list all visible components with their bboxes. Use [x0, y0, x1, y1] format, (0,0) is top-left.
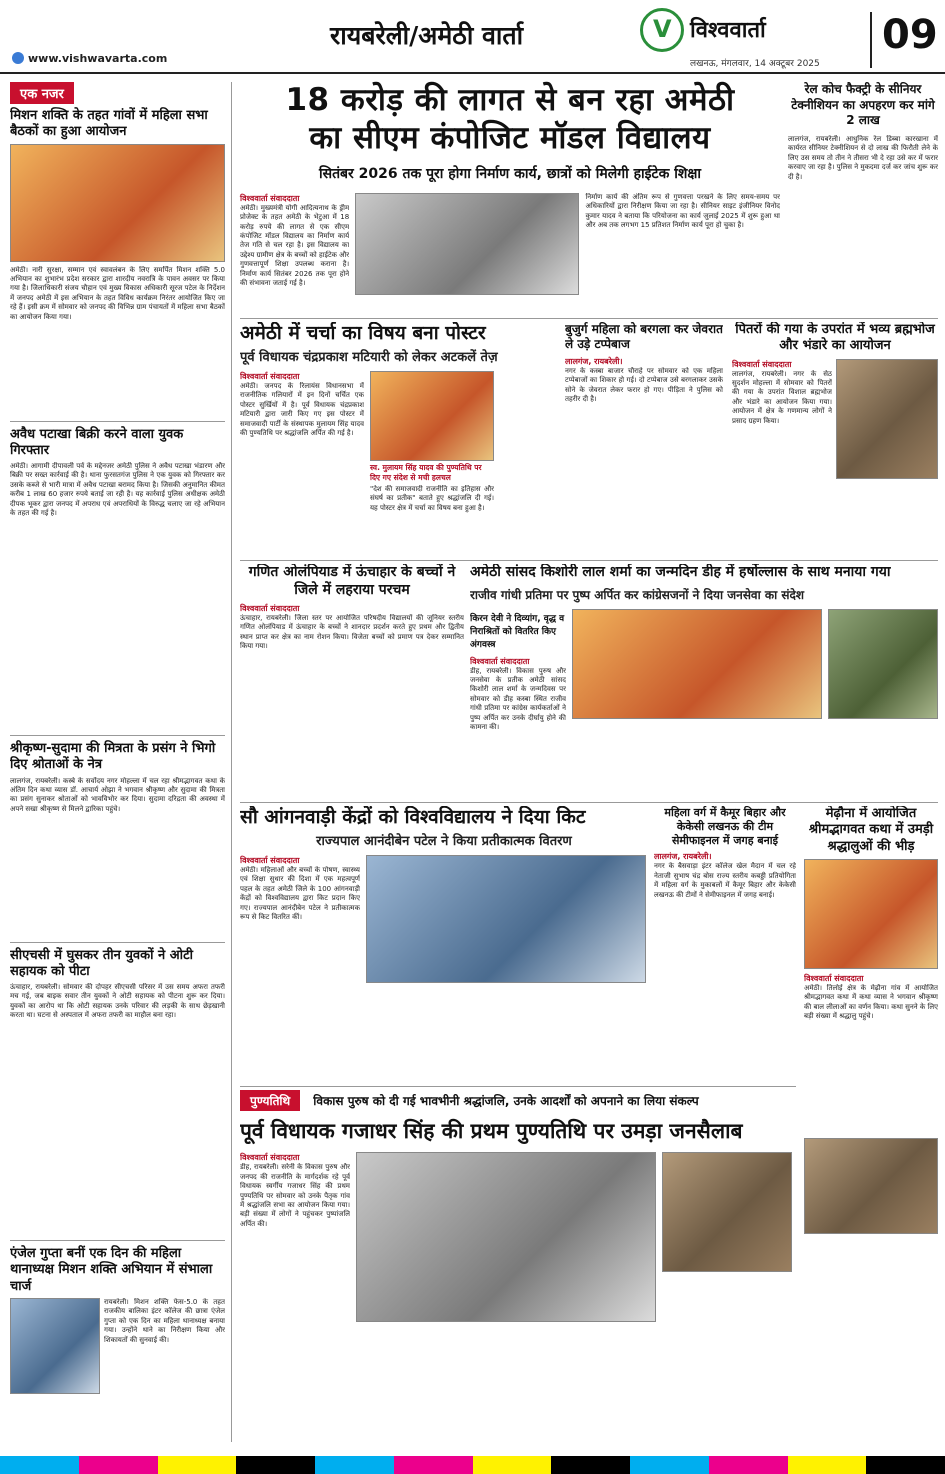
lead-text: अमेठी। मुख्यमंत्री योगी आदित्यनाथ के ड्रीम प्रोजेक्ट के तहत अमेठी के भेटुआ में 18 करोड़ रुपये की लागत से एक सीएम कंपोजिट मॉडल विद्यालय का निर्माण कार्य तेज गति से चल रहा है। इस विद्यालय का उद्देश्य ग्रामीण क्षेत्र के बच्चों को हाईटेक और गुणवत्तापूर्ण शिक्षा उपलब्ध कराना है। निर्माण कार्य सितंबर 2026 तक पूरा होने की संभावना जताई गई है।	[240, 203, 350, 288]
photo-gajadhar-singh	[662, 1152, 792, 1272]
color-registration-bar	[0, 1456, 945, 1474]
article-headline: मेढ़ौना में आयोजित श्रीमद्भागवत कथा में उमड़ी श्रद्धालुओं की भीड़	[808, 806, 934, 854]
lead-story	[240, 82, 780, 316]
article-text: ऊंचाहार, रायबरेली। जिला स्तर पर आयोजित परिषदीय विद्यालयों की जूनियर स्तरीय गणित ओलंपियाड में ऊंचाहार के बच्चों ने शानदार प्रदर्शन करते हुए प्रथम और द्वितीय स्थान प्राप्त कर क्षेत्र का नाम रोशन किया। विजेता बच्चों को प्रमाण पत्र देकर सम्मानित किया गया।	[240, 614, 464, 651]
byline: विश्ववार्ता संवाददाता	[240, 1153, 300, 1163]
article-text: डीह, रायबरेली। विकास पुरुष और जनसेवा के प्रतीक अमेठी सांसद किशोरी लाल शर्मा के जन्मदिवस पर सोमवार को डीह कस्बा स्थित राजीव गांधी प्रतिमा पर कांग्रेस कार्यकर्ताओं ने पुष्प अर्पित कर उनके दीर्घायु होने की कामना की।	[470, 666, 566, 732]
page-number: 09	[870, 12, 940, 68]
article-text: अमेठी। महिलाओं और बच्चों के पोषण, स्वास्थ्य एवं शिक्षा सुधार की दिशा में एक महत्वपूर्ण पहल के तहत अमेठी जिले के 100 आंगनवाड़ी केंद्रों को विश्वविद्यालय द्वारा किट प्रदान किए गए। राज्यपाल आनंदीबेन पटेल ने प्रतीकात्मक रूप से किट वितरित कीं।	[240, 865, 360, 921]
photo-mahila-sabha	[10, 144, 225, 262]
issue-date: लखनऊ, मंगलवार, 14 अक्टूबर 2025	[690, 59, 820, 69]
article-text: अमेठी। तिलोई क्षेत्र के मेढ़ौना गांव में आयोजित श्रीमद्भागवत कथा में कथा व्यास ने भगवान श्रीकृष्ण की बाल लीलाओं का वर्णन किया। कथा सुनने के लिए बड़ी संख्या में श्रद्धालु पहुंचे।	[804, 983, 938, 1021]
article-subhead: राज्यपाल आनंदीबेन पटेल ने किया प्रतीकात्मक वितरण	[316, 833, 572, 849]
byline: विश्ववार्ता संवाददाता	[732, 359, 792, 369]
kishori-lal-story	[470, 564, 938, 798]
article-headline: पूर्व विधायक गजाधर सिंह की प्रथम पुण्यतिथि पर उमड़ा जनसैलाब	[240, 1119, 743, 1143]
article-headline: एंजेल गुप्ता बनीं एक दिन की महिला थानाध्यक्ष मिशन शक्ति अभियान में संभाला चार्ज	[10, 1246, 213, 1294]
photo-bhandara	[836, 359, 938, 479]
article-headline: मिशन शक्ति के तहत गांवों में महिला सभा बैठकों का हुआ आयोजन	[10, 108, 208, 140]
photo-governor-kit	[366, 855, 646, 983]
article-headline: पितरों की गया के उपरांत में भव्य ब्रह्मभोज और भंडारे का आयोजन	[735, 322, 935, 354]
byline: विश्ववार्ता संवाददाता	[240, 855, 300, 865]
article-text: नगर के बैसवाड़ा इंटर कॉलेज खेल मैदान में चल रहे नेताजी सुभाष चंद्र बोस राज्य स्तरीय कबड्डी प्रतियोगिता में महिला वर्ग के मुकाबलों में कैमूर बिहार और केकेसी लखनऊ की टीमों ने सेमीफाइनल में जगह बनाई।	[654, 862, 796, 899]
article-subhead: पूर्व विधायक चंद्रप्रकाश मटियारी को लेकर अटकलें तेज़	[240, 349, 498, 365]
anganwadi-story	[240, 806, 648, 1084]
lead-headline-line2: का सीएम कंपोजिट मॉडल विद्यालय	[309, 119, 711, 156]
section-title: रायबरेली/अमेठी वार्ता	[330, 21, 524, 50]
article-text: ऊंचाहार, रायबरेली। सोमवार की दोपहर सीएचसी परिसर में उस समय अफरा तफरी मच गई, जब बाइक सवार तीन युवकों ने ओटी सहायक को पीटना शुरू कर दिया। युवकों का आरोप था कि ओटी सहायक उनके परिवार की लड़की के साथ छेड़खानी करता था। घटना से अस्पताल में अफरा तफरी का माहौल बना रहा।	[10, 983, 225, 1020]
photo-katha	[804, 859, 938, 969]
poster-story	[240, 322, 558, 558]
tribute-tagline: विकास पुरुष को दी गई भावभीनी श्रद्धांजलि, उनके आदर्शों को अपनाने का लिया संकल्प	[313, 1094, 699, 1108]
photo-katha-stage	[804, 1138, 938, 1234]
globe-icon	[12, 52, 24, 64]
photo-poster	[370, 371, 494, 461]
article-headline: सीएचसी में घुसकर तीन युवकों ने ओटी सहायक को पीटा	[10, 947, 193, 979]
article-headline: अमेठी में चर्चा का विषय बना पोस्टर	[240, 322, 486, 344]
byline: विश्ववार्ता संवाददाता	[240, 604, 300, 613]
photo-angel-gupta	[10, 1298, 100, 1394]
olympiad-story	[240, 564, 464, 798]
brahmbhoj-story	[732, 322, 938, 558]
lead-headline-line1: 18 करोड़ की लागत से बन रहा अमेठी	[285, 82, 735, 118]
article-text: "देश की समाजवादी राजनीति का इतिहास और संघर्ष का प्रतीक" बताते हुए श्रद्धांजलि दी गई। यह पोस्टर क्षेत्र में चर्चा का विषय बना हुआ है।	[370, 484, 494, 512]
lead-subhead: सितंबर 2026 तक पूरा होगा निर्माण कार्य, छात्रों को मिलेगी हाईटेक शिक्षा	[318, 165, 702, 182]
article-headline: श्रीकृष्ण-सुदामा की मित्रता के प्रसंग ने भिगो दिए श्रोताओं के नेत्र	[10, 741, 216, 773]
page-header	[0, 0, 945, 74]
article-text: डीह, रायबरेली। सरेनी के विकास पुरुष और जनपद की राजनीति के मार्गदर्शक रहे पूर्व विधायक स्वर्गीय गजाधर सिंह की प्रथम पुण्यतिथि पर सोमवार को उनके पैतृक गांव में श्रद्धांजलि सभा का आयोजन किया गया। बड़ी संख्या में लोगों ने पहुंचकर पुष्पांजलि अर्पित की।	[240, 1163, 350, 1228]
article-headline: अवैध पटाखा बिक्री करने वाला युवक गिरफ्तार	[10, 426, 184, 458]
byline: लालगंज, रायबरेली।	[654, 852, 712, 862]
photo-birthday-celebration	[572, 609, 822, 719]
byline: विश्ववार्ता संवाददाता	[240, 371, 300, 381]
photo-tribute	[356, 1152, 656, 1322]
kabaddi-story	[654, 806, 796, 1084]
masthead-logo-icon: V	[640, 8, 684, 52]
article-text: अमेठी। नारी सुरक्षा, सम्मान एवं स्वावलंबन के लिए समर्पित मिशन शक्ति 5.0 अभियान का शुभारंभ प्रदेश सरकार द्वारा शारदीय नवरात्रि के पावन अवसर पर किया गया है। जिलाधिकारी संजय चौहान एवं मुख्य विकास अधिकारी सूरज पटेल के निर्देशन में जनपद अमेठी में इस अभियान के तहत विविध कार्यक्रम निरंतर आयोजित किए जा रहे हैं। इसी क्रम में सोमवार को जनपद की विभिन्न ग्राम पंचायतों में महिला सभा बैठकों का आयोजन किया गया।	[10, 265, 225, 321]
bhagwat-story	[804, 806, 938, 1246]
article-text: अमेठी। जनपद के रिलायंस विधानसभा में राजनीतिक गलियारों में इन दिनों चर्चित एक पोस्टर सुर्खियों में है। पूर्व विधायक चंद्रप्रकाश मटियारी द्वारा जारी किए गए इस पोस्टर में समाजवादी पार्टी के संस्थापक मुलायम सिंह यादव की पुण्यतिथि पर श्रद्धांजलि अर्पित की गई है।	[240, 381, 364, 437]
site-url[interactable]: www.vishwavarta.com	[12, 52, 167, 65]
article-headline: अमेठी सांसद किशोरी लाल शर्मा का जन्मदिन डीह में हर्षोल्लास के साथ मनाया गया	[470, 564, 891, 580]
lead-text-cont: निर्माण कार्य की अंतिम रूप से गुणवत्ता परखने के लिए समय-समय पर अधिकारियों द्वारा निरीक्षण किया जा रहा है। सीनियर साइट इंजीनियर विनोद कुमार यादव ने बताया कि परियोजना का कार्य जुलाई 2025 में शुरू हुआ था और अब तक लगभग 15 प्रतिशत निर्माण कार्य पूरा हो चुका है।	[585, 192, 780, 229]
ek-nazar-tag: एक नजर	[10, 82, 74, 104]
article-subhead: राजीव गांधी प्रतिमा पर पुष्प अर्पित कर कांग्रेसजनों ने दिया जनसेवा का संदेश	[470, 587, 805, 602]
article-headline: रेल कोच फैक्ट्री के सीनियर टेक्नीशियन का अपहरण कर मांगे 2 लाख	[791, 82, 935, 128]
article-headline: सौ आंगनवाड़ी केंद्रों को विश्वविद्यालय ने दिया किट	[240, 806, 586, 828]
byline: विश्ववार्ता संवाददाता	[804, 973, 864, 983]
punyatithi-tag: पुण्यतिथि	[240, 1090, 300, 1111]
byline: लालगंज, रायबरेली।	[565, 357, 623, 366]
jewelry-theft-story	[565, 322, 723, 558]
article-headline: बुजुर्ग महिला को बरगला कर जेवरात ले उड़े टप्पेबाज	[565, 322, 723, 351]
photo-construction-site	[355, 193, 579, 295]
byline: विश्ववार्ता संवाददाता	[240, 193, 300, 203]
tribute-story	[240, 1090, 796, 1450]
right-column	[788, 82, 938, 298]
article-text: लालगंज, रायबरेली। कस्बे के सर्वोदय नगर मोहल्ला में चल रहा श्रीमद्भागवत कथा के अंतिम दिन कथा व्यास डॉ. आचार्य ओझा ने भगवान श्रीकृष्ण और सुदामा की मित्रता का प्रसंग सुनाकर श्रोताओं को भावविभोर कर दिया। सुदामा दरिद्रता की अवस्था में अपने सखा श्रीकृष्ण से मिलने द्वारिका पहुंचे।	[10, 776, 225, 813]
article-text: लालगंज, रायबरेली। आधुनिक रेल डिब्बा कारखाना में कार्यरत सीनियर टेक्नीशियन से दो लाख की फिरौती लेने के लिए उस समय तो तीन ने तीसरा भी दे रहा उसे कर में फरार करवाए जा रहा है। पुलिस ने मुकदमा दर्ज कर जांच शुरू कर दी है।	[788, 134, 938, 181]
article-headline: महिला वर्ग में कैमूर बिहार और केकेसी लखनऊ की टीम सेमीफाइनल में जगह बनाई	[664, 806, 786, 847]
left-column	[10, 82, 232, 1442]
photo-caption: किरन देवी ने दिव्यांग, वृद्ध व निराश्रितों को वितरित किए अंगवस्त्र	[470, 613, 565, 650]
photo-kiran-devi	[828, 609, 938, 719]
photo-caption: स्व. मुलायम सिंह यादव की पुण्यतिथि पर दिए गए संदेश से मची हलचल	[370, 462, 482, 482]
masthead: विश्ववार्ता	[690, 18, 766, 43]
article-text: रायबरेली। मिशन शक्ति फेस-5.0 के तहत राजकीय बालिका इंटर कॉलेज की छात्रा एंजेल गुप्ता को एक दिन का महिला थानाध्यक्ष बनाया गया। उन्होंने थाने का निरीक्षण किया और शिकायतों की सुनवाई की।	[104, 1297, 225, 1344]
article-text: नगर के कस्बा बाजार चौराहे पर सोमवार को एक महिला टप्पेबाजों का शिकार हो गई। दो टप्पेबाज उसे बरगलाकर उसके सोने के जेवरात लेकर फरार हो गए। पीड़िता ने पुलिस को तहरीर दी है।	[565, 367, 723, 404]
article-text: अमेठी। आगामी दीपावली पर्व के मद्देनजर अमेठी पुलिस ने अवैध पटाखा भंडारण और बिक्री पर सख्त कार्रवाई की है। थाना फुरसतगंज पुलिस ने एक युवक को गिरफ्तार कर उसके कब्जे से भारी मात्रा में अवैध पटाखा बरामद किया है। जिसकी अनुमानित कीमत करीब 1 लाख 60 हजार रुपये बताई जा रही है। यह कार्रवाई पुलिस अधीक्षक अमेठी दीपक भूकर द्वारा जनपद में अपराध एवं अपराधियों के विरुद्ध चलाए जा रहे अभियान के तहत की गई है।	[10, 462, 225, 518]
article-text: लालगंज, रायबरेली। नगर के सेठ सुदर्शन मोहल्ला में सोमवार को पितरों की गया के उपरांत विशाल ब्रह्मभोज और भंडारे का आयोजन किया गया। आयोजन में क्षेत्र के गणमान्य लोगों ने प्रसाद ग्रहण किया।	[732, 369, 832, 425]
byline: विश्ववार्ता संवाददाता	[470, 656, 530, 666]
article-headline: गणित ओलंपियाड में ऊंचाहार के बच्चों ने जिले में लहराया परचम	[248, 564, 456, 598]
